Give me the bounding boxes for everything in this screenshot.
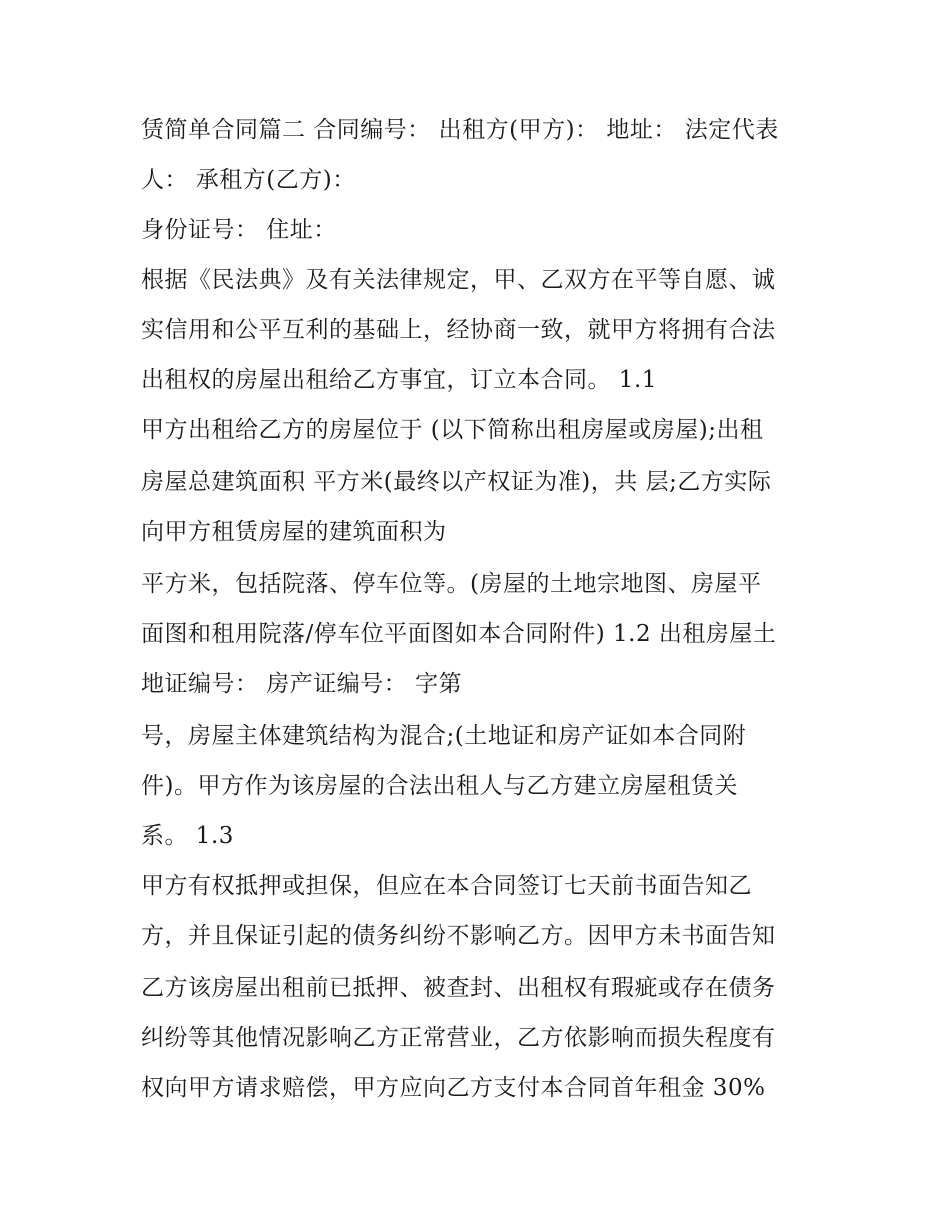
text-line: 地证编号： 房产证编号： 字第 [141,671,463,697]
text-line: 出租权的房屋出租给乙方事宜，订立本合同。 1.1 [141,367,657,393]
text-line: 面图和租用院落/停车位平面图如本合同附件) 1.2 出租房屋土 [141,621,777,647]
text-line: 件)。甲方作为该房屋的合法出租人与乙方建立房屋租赁关 [141,773,738,799]
text-line: 权向甲方请求赔偿，甲方应向乙方支付本合同首年租金 30% [141,1075,766,1101]
text-line: 赁简单合同篇二 合同编号： 出租方(甲方)： 地址： 法定代表 [141,117,779,143]
text-line: 平方米，包括院落、停车位等。(房屋的土地宗地图、房屋平 [141,571,762,597]
text-line: 房屋总建筑面积 平方米(最终以产权证为准)，共 层;乙方实际 [141,469,772,495]
text-line: 纠纷等其他情况影响乙方正常营业，乙方依影响而损失程度有 [141,1025,776,1051]
text-line: 甲方出租给乙方的房屋位于 (以下简称出租房屋或房屋);出租 [141,417,764,443]
text-line: 系。 1.3 [141,823,234,849]
text-line: 根据《民法典》及有关法律规定，甲、乙双方在平等自愿、诚 [141,267,776,293]
text-line: 方，并且保证引起的债务纠纷不影响乙方。因甲方未书面告知 [141,923,776,949]
text-line: 号，房屋主体建筑结构为混合;(土地证和房产证如本合同附 [141,723,747,749]
text-line: 甲方有权抵押或担保，但应在本合同签订七天前书面告知乙 [141,873,752,899]
text-line: 乙方该房屋出租前已抵押、被查封、出租权有瑕疵或存在债务 [141,975,776,1001]
text-line: 人： 承租方(乙方)： [141,167,356,193]
text-line: 实信用和公平互利的基础上，经协商一致，就甲方将拥有合法 [141,317,776,343]
text-line: 向甲方租赁房屋的建筑面积为 [141,519,447,545]
text-line: 身份证号： 住址： [141,217,337,243]
